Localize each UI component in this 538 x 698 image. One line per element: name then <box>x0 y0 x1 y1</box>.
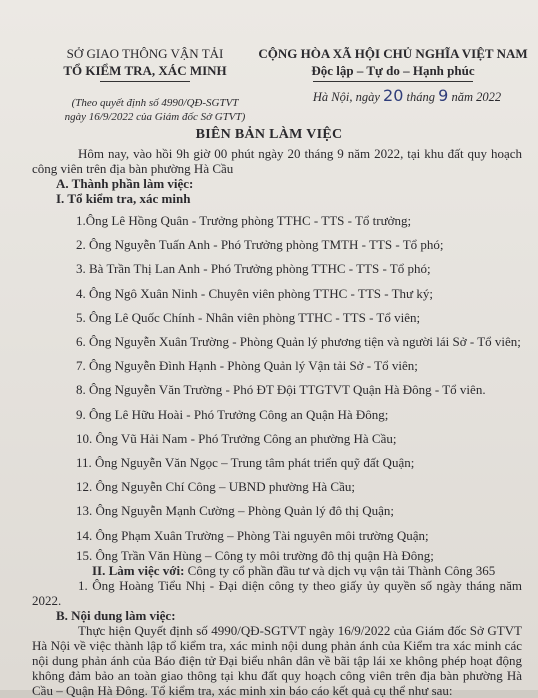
date-day-handwritten: 20 <box>383 86 404 105</box>
date-month-handwritten: 9 <box>438 86 449 105</box>
date-year: năm 2022 <box>451 90 502 104</box>
issuing-agency <box>40 45 250 82</box>
section-ii-label: II. Làm việc với: <box>92 562 185 578</box>
member-item: 10. Ông Vũ Hải Nam - Phó Trưởng Công an phường Hà Cầu; <box>76 430 397 446</box>
agency-name: SỞ GIAO THÔNG VẬN TẢI <box>66 46 224 61</box>
member-item: 2. Ông Nguyễn Tuấn Anh - Phó Trưởng phòng TMTH - TTS - Tổ phó; <box>76 237 444 253</box>
date-month-label: tháng <box>406 90 435 104</box>
place-date <box>282 86 532 105</box>
national-header <box>258 45 528 82</box>
member-item: 8. Ông Nguyễn Văn Trường - Phó ĐT Đội TTGTVT Quận Hà Đông - Tổ viên. <box>76 382 486 398</box>
agency-underline <box>100 81 190 82</box>
reference-line-2: ngày 16/9/2022 của Giám đốc Sở GTVT) <box>64 111 246 123</box>
document-body <box>32 146 522 698</box>
member-item: 7. Ông Nguyễn Đình Hạnh - Phòng Quản lý Vận tải Sở - Tổ viên; <box>76 358 418 374</box>
section-a-heading: A. Thành phần làm việc: <box>56 176 194 191</box>
member-item: 12. Ông Nguyễn Chí Công – UBND phường Hà Cầu; <box>76 479 355 495</box>
member-item: 3. Bà Trần Thị Lan Anh - Phó Trưởng phòng TTHC - TTS - Tổ phó; <box>76 261 431 277</box>
member-item: 1.Ông Lê Hồng Quân - Trưởng phòng TTHC - TTS - Tổ trưởng; <box>76 213 412 228</box>
section-ii <box>32 563 522 578</box>
section-i-heading: I. Tổ kiểm tra, xác minh <box>56 191 191 206</box>
agency-unit: TỔ KIỂM TRA, XÁC MINH <box>63 63 227 78</box>
motto-underline <box>313 81 473 82</box>
member-item: 6. Ông Nguyễn Xuân Trường - Phòng Quản lý phương tiện và người lái Sở - Tổ viên; <box>76 334 521 350</box>
date-prefix: Hà Nội, ngày <box>312 90 380 104</box>
member-item: 15. Ông Trần Văn Hùng – Công ty môi trường đô thị quận Hà Đông; <box>76 547 434 563</box>
nation-name: CỘNG HÒA XÃ HỘI CHỦ NGHĨA VIỆT NAM <box>258 46 528 61</box>
national-motto: Độc lập – Tự do – Hạnh phúc <box>311 63 475 78</box>
reference-line-1: (Theo quyết định số 4990/QĐ-SGTVT <box>71 97 239 109</box>
member-item: 9. Ông Lê Hữu Hoài - Phó Trưởng Công an Quận Hà Đông; <box>76 406 389 422</box>
member-item: 14. Ông Phạm Xuân Trường – Phòng Tài nguyên môi trường Quận; <box>76 527 429 543</box>
intro-paragraph: Hôm nay, vào hồi 9h giờ 00 phút ngày 20 tháng 9 năm 2022, tại khu đất quy hoạch công viên trên địa bàn phường Hà Cầu <box>32 146 522 176</box>
representative-line: 1. Ông Hoàng Tiểu Nhị - Đại diện công ty theo giấy ủy quyền số ngày tháng năm 2022. <box>32 577 522 608</box>
section-ii-text: Công ty cổ phần đầu tư và dịch vụ vận tải Thành Công 365 <box>187 562 496 578</box>
member-item: 4. Ông Ngô Xuân Ninh - Chuyên viên phòng TTHC - TTS - Thư ký; <box>76 285 433 301</box>
member-item: 11. Ông Nguyễn Văn Ngọc – Trung tâm phát triển quỹ đất Quận; <box>76 455 415 471</box>
document-title: BIÊN BẢN LÀM VIỆC <box>195 127 343 142</box>
member-item: 13. Ông Nguyễn Mạnh Cường – Phòng Quản lý đô thị Quận; <box>76 503 394 519</box>
member-item: 5. Ông Lê Quốc Chính - Nhân viên phòng TTHC - TTS - Tổ viên; <box>76 309 421 325</box>
section-b-heading: B. Nội dung làm việc: <box>56 607 176 623</box>
reference-note <box>30 96 280 124</box>
content-paragraph: Thực hiện Quyết định số 4990/QĐ-SGTVT ngày 16/9/2022 của Giám đốc Sở GTVT Hà Nội về việc thành lập tổ kiểm tra, xác minh nội dung phản ánh của Kiểm tra xác minh các nội dung phản ánh của Báo điện tử Đại biểu nhân dân về bãi tập lái xe không phép hoạt động không đảm bảo an toàn giao thông tại khu đất quy hoạch công viên trên địa bàn phường Hà Cầu – Quận Hà Đông. Tổ kiểm tra, xác minh xin báo cáo kết quả cụ thể như sau: <box>32 622 522 698</box>
